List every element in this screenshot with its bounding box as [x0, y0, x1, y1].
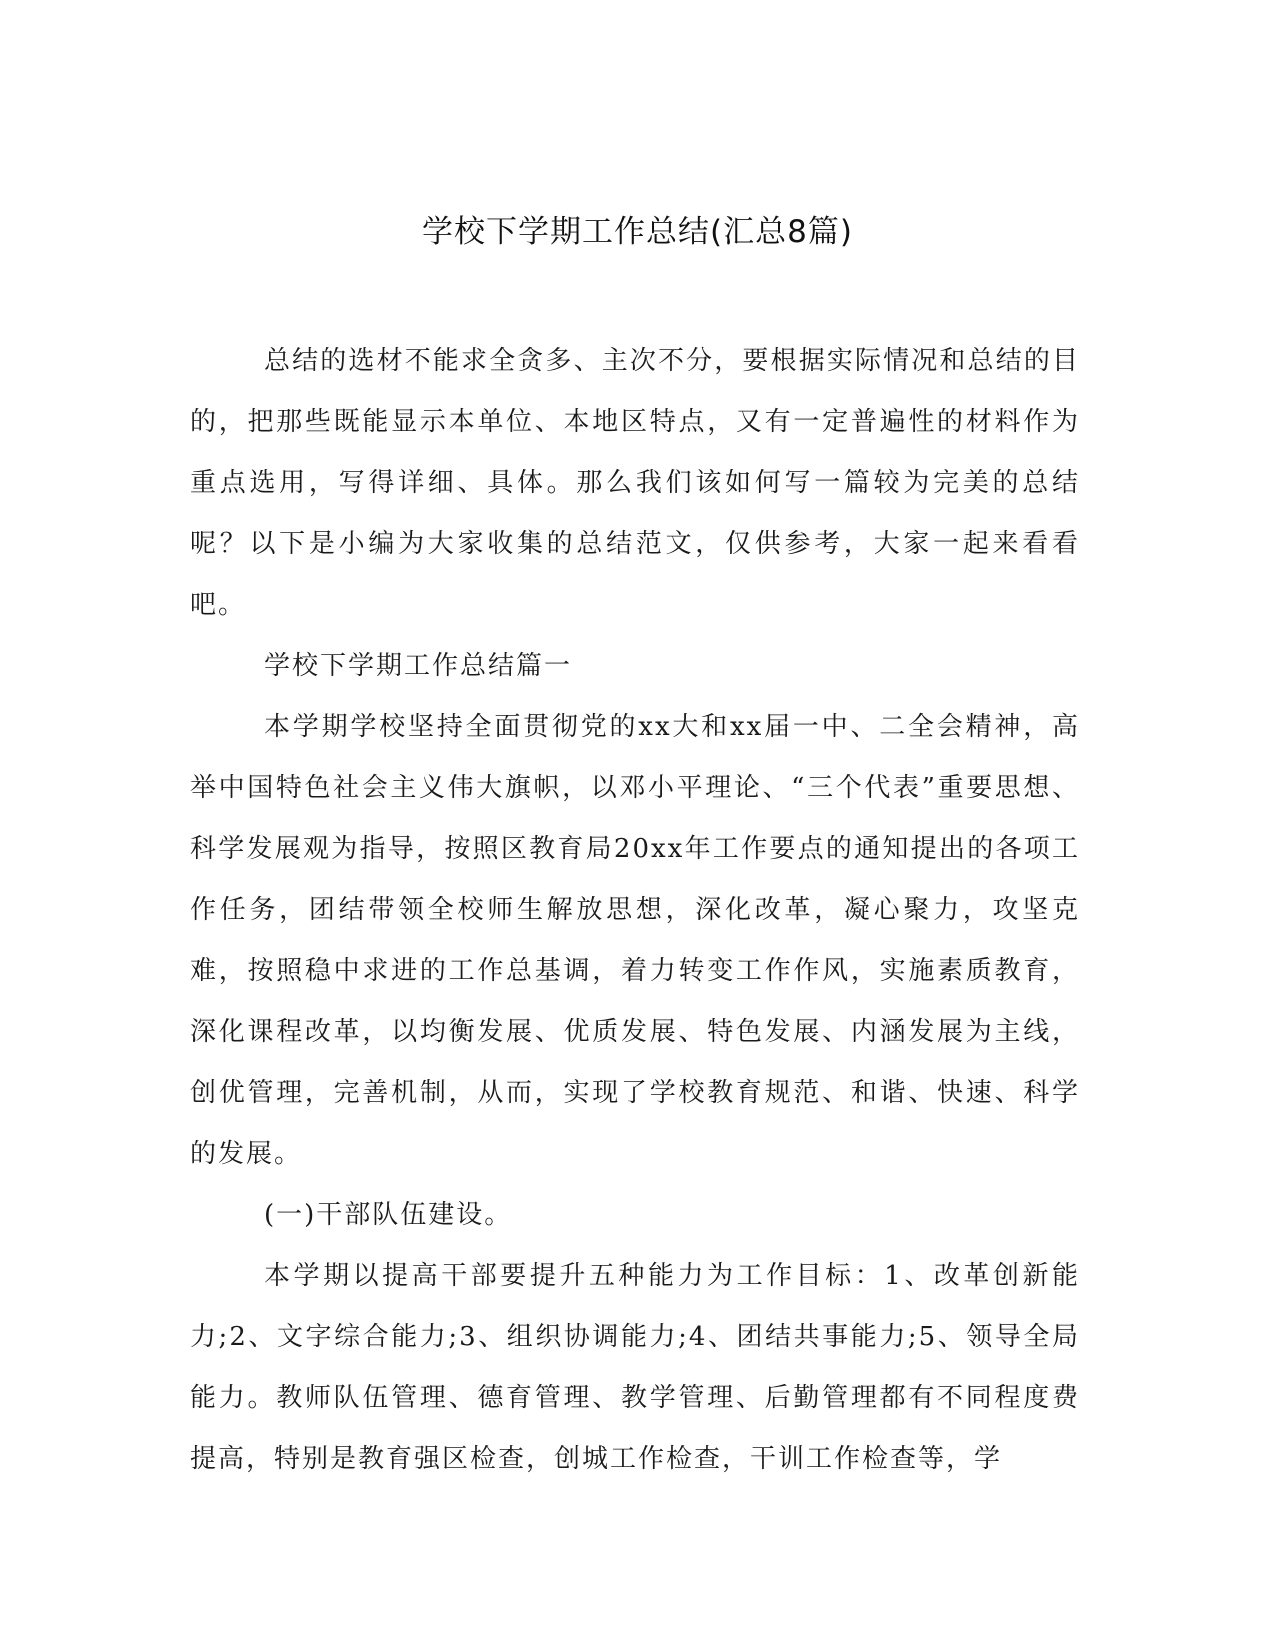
intro-paragraph: 总结的选材不能求全贪多、主次不分，要根据实际情况和总结的目的，把那些既能显示本单位、本地区特点，又有一定普遍性的材料作为重点选用，写得详细、具体。那么我们该如何写一篇较为完美的总结呢？以下是小编为大家收集的总结范文，仅供参考，大家一起来看看吧。 — [190, 346, 1080, 620]
section-heading: 学校下学期工作总结篇一 — [264, 651, 573, 681]
document-body — [190, 331, 1080, 1490]
subsection-heading: (一)干部队伍建设。 — [264, 1200, 513, 1230]
body-paragraph: 本学期学校坚持全面贯彻党的xx大和xx届一中、二全会精神，高举中国特色社会主义伟大旗帜，以邓小平理论、“三个代表”重要思想、科学发展观为指导，按照区教育局20xx年工作要点的通知提出的各项工作任务，团结带领全校师生解放思想，深化改革，凝心聚力，攻坚克难，按照稳中求进的工作总基调，着力转变工作作风，实施素质教育，深化课程改革，以均衡发展、优质发展、特色发展、内涵发展为主线，创优管理，完善机制，从而，实现了学校教育规范、和谐、快速、科学的发展。 — [190, 712, 1080, 1169]
body-paragraph: 本学期以提高干部要提升五种能力为工作目标：1、改革创新能力;2、文字综合能力;3、组织协调能力;4、团结共事能力;5、领导全局能力。教师队伍管理、德育管理、教学管理、后勤管理都有不同程度费提高，特别是教育强区检查，创城工作检查，干训工作检查等，学 — [190, 1261, 1080, 1474]
document-title: 学校下学期工作总结(汇总8篇) — [422, 214, 853, 250]
